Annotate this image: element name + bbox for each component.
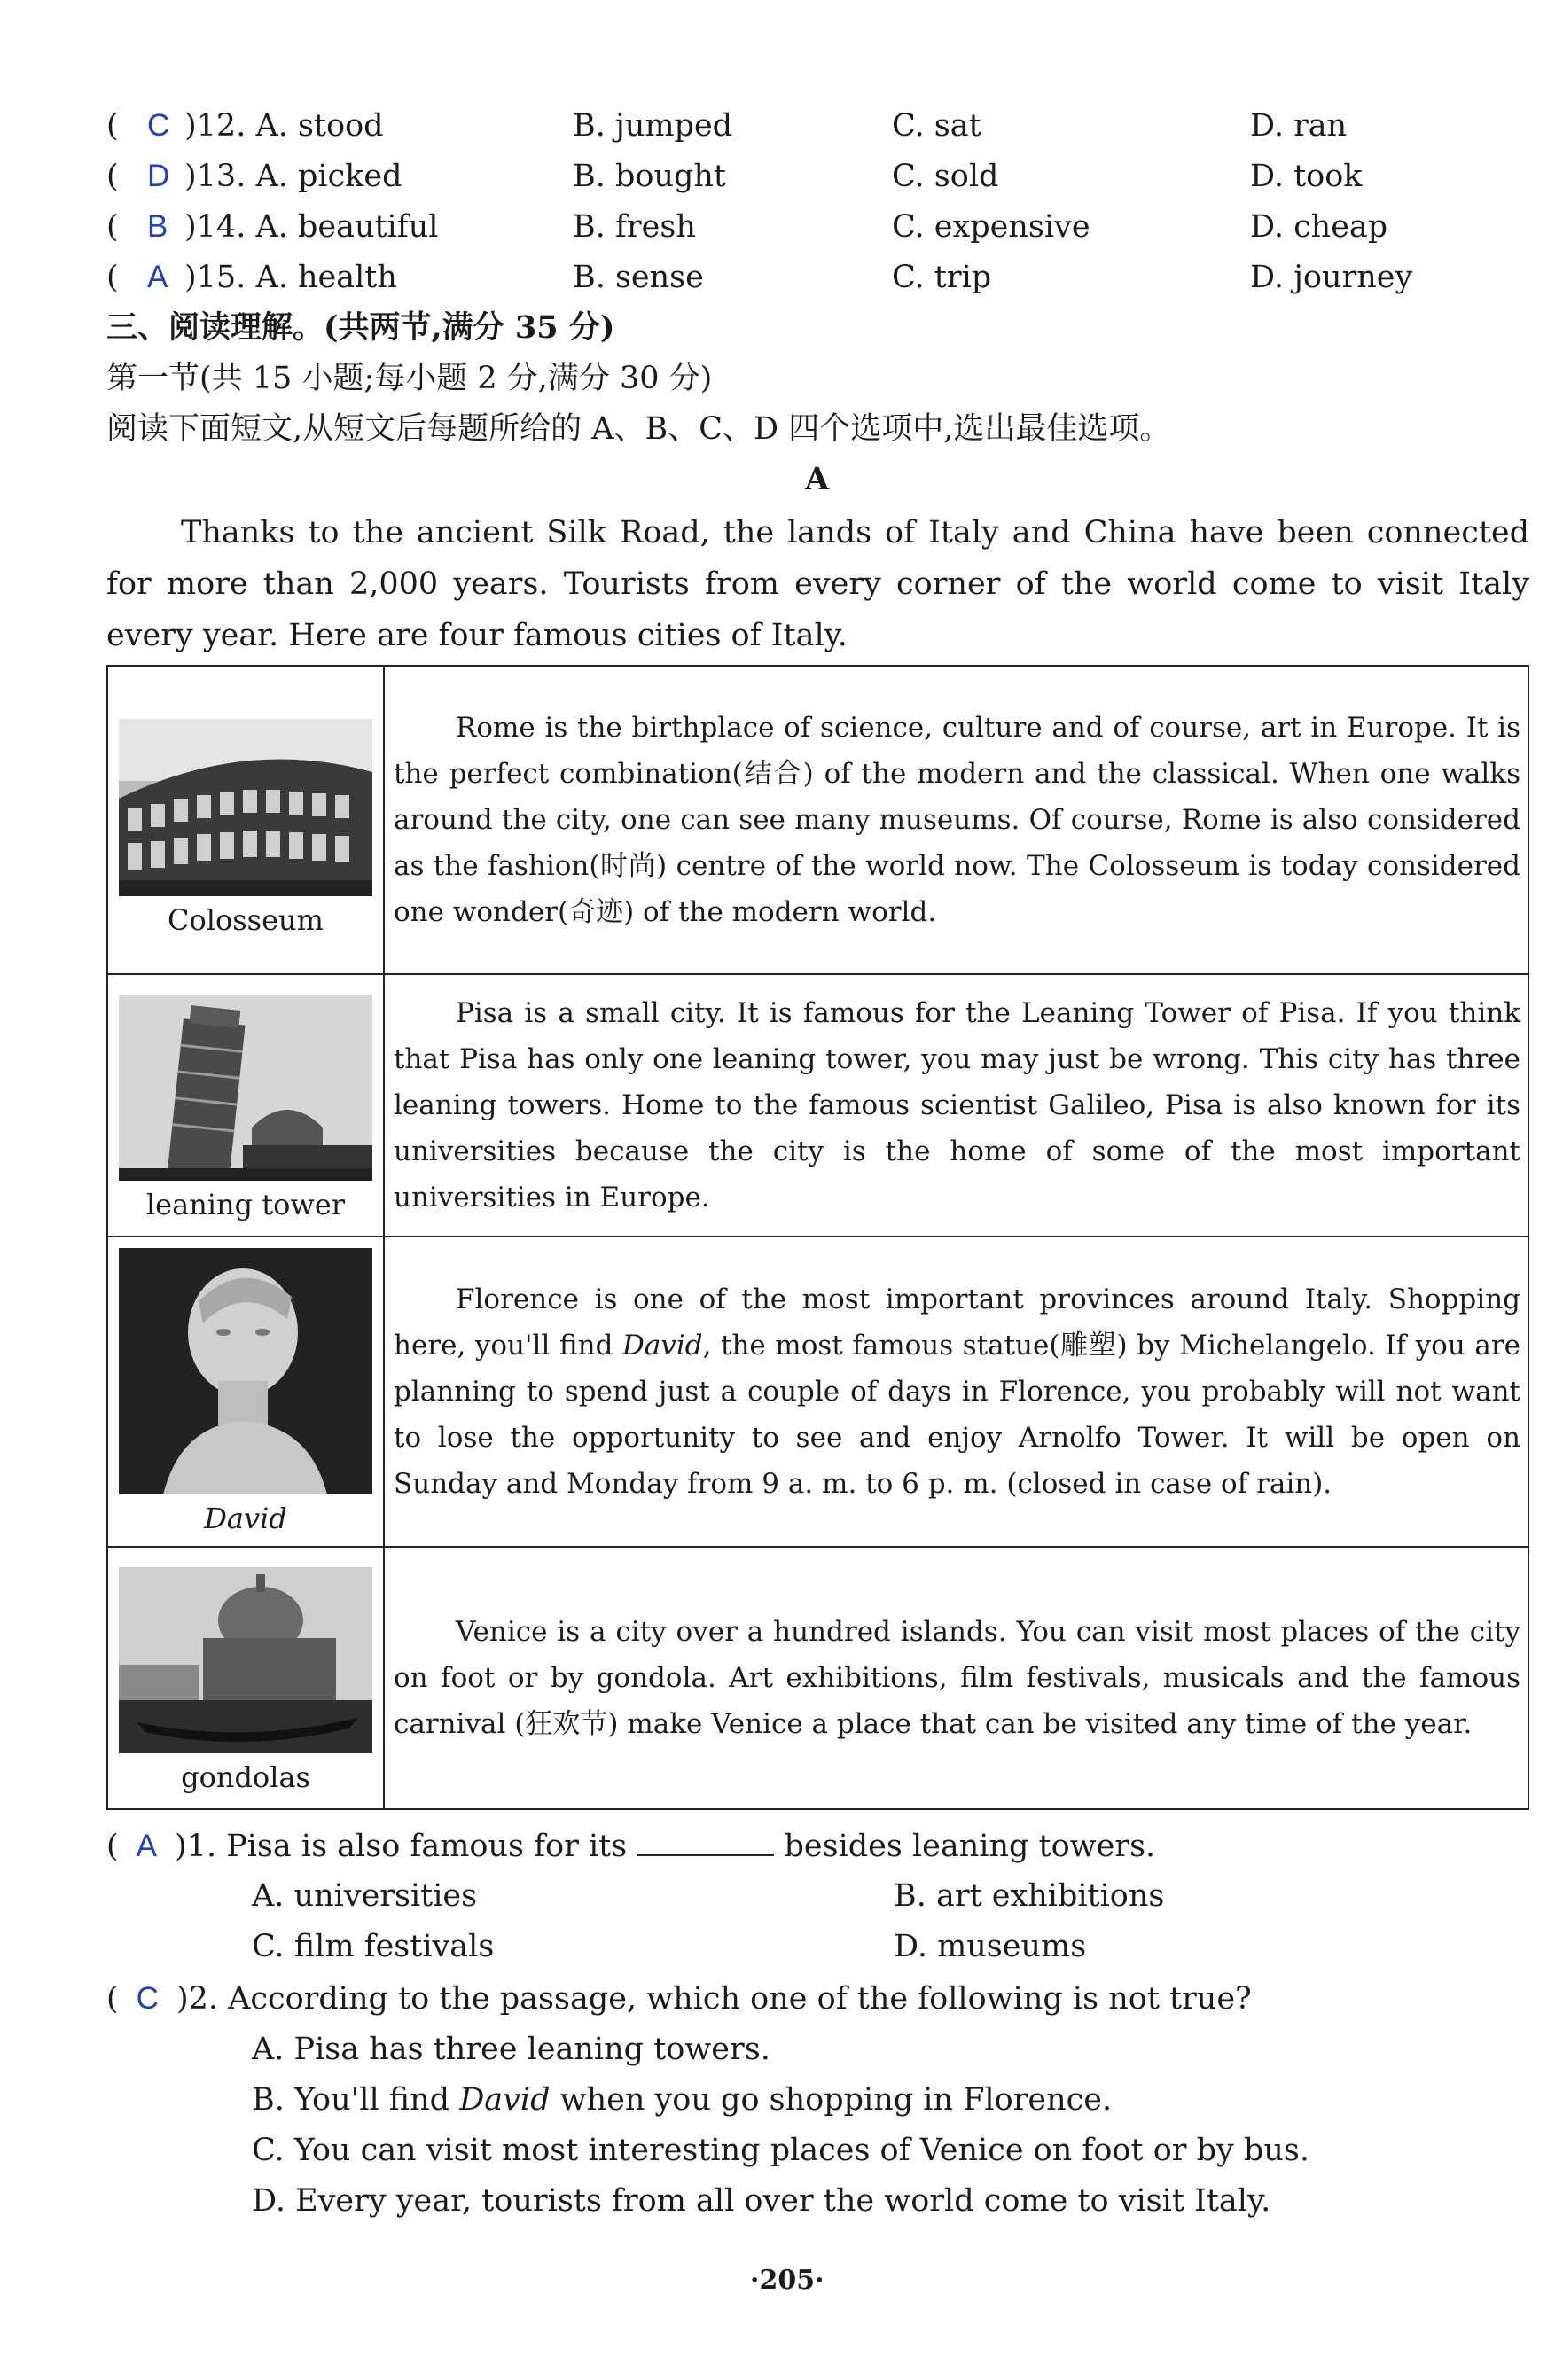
photo-cell — [107, 666, 384, 974]
option-a: )13. A. picked — [184, 159, 402, 194]
cities-table — [106, 665, 1529, 1810]
section-title: 三、阅读理解。(共两节,满分 35 分) — [106, 309, 615, 346]
option-b: B. sense — [573, 260, 704, 295]
photo-caption: David — [204, 1502, 287, 1535]
q1-option-a: A. universities — [252, 1878, 478, 1914]
option-b: B. jumped — [573, 108, 733, 144]
city-row-florence — [107, 1237, 1528, 1547]
intro-paragraph: Thanks to the ancient Silk Road, the lands of Italy and China have been connected for more than 2,000 years. Tourists from every corner of the world come to visit Italy every year. Here are four famous cities of Italy. — [106, 515, 1529, 653]
photo-cell — [107, 1237, 384, 1547]
option-c: C. expensive — [892, 209, 1090, 245]
option-d: D. journey — [1250, 260, 1413, 295]
option-a: )14. A. beautiful — [184, 209, 439, 245]
photo-cell — [107, 974, 384, 1237]
option-b: B. bought — [573, 159, 727, 194]
passage-label: A — [805, 461, 830, 497]
option-d: D. took — [1250, 159, 1363, 194]
photo-caption: Colosseum — [168, 903, 324, 937]
answer-mark: C — [136, 1981, 159, 2016]
photo-caption: gondolas — [181, 1760, 310, 1794]
answer-blank — [637, 1821, 774, 1856]
answer-mark: D — [147, 159, 170, 193]
city-row-rome — [107, 666, 1528, 974]
option-d: D. ran — [1250, 108, 1348, 144]
option-c: C. sold — [892, 159, 999, 194]
q1-option-b: B. art exhibitions — [894, 1878, 1165, 1914]
q2-option-d: D. Every year, tourists from all over the world come to visit Italy. — [252, 2183, 1271, 2219]
leaning-tower-image — [119, 995, 372, 1181]
q2-option-b: B. You'll find David when you go shopping in Florence. — [252, 2082, 1113, 2118]
photo-cell — [107, 1547, 384, 1809]
city-row-pisa — [107, 974, 1528, 1237]
q1-option-d: D. museums — [894, 1929, 1087, 1964]
city-description: Rome is the birthplace of science, culture and of course, art in Europe. It is the perfect combination(结合) of the modern and the classical. When one walks around the city, one can see many museums. Of course, Rome is also considered as the fashion(时尚) centre of the world now. The Colosseum is today considered one wonder(奇迹) of the modern world. — [394, 712, 1520, 928]
city-text-cell — [384, 974, 1528, 1237]
q2-option-a: A. Pisa has three leaning towers. — [252, 2032, 770, 2067]
instruction: 阅读下面短文,从短文后每题所给的 A、B、C、D 四个选项中,选出最佳选项。 — [106, 411, 1171, 447]
option-b: B. fresh — [573, 209, 696, 245]
answer-mark: A — [147, 260, 168, 294]
city-text-cell — [384, 1237, 1528, 1547]
city-description: Venice is a city over a hundred islands. You can visit most places of the city on foot or by gondola. Art exhibitions, film festivals, musicals and the famous carnival (狂欢节) make Venice a place that can be visited any time of the year. — [394, 1616, 1520, 1740]
answer-mark: A — [136, 1829, 158, 1863]
option-c: C. sat — [892, 108, 981, 144]
colosseum-image — [119, 719, 372, 896]
city-description: Pisa is a small city. It is famous for the Leaning Tower of Pisa. If you think that Pisa has only one leaning tower, you may just be wrong. This city has three leaning towers. Home to the famous scientist Galileo, Pisa is also known for its universities because the city is the home of some of the most important universities in Europe. — [394, 997, 1520, 1213]
page-number: ·205· — [750, 2265, 824, 2296]
gondolas-image — [119, 1567, 372, 1753]
option-d: D. cheap — [1250, 209, 1388, 245]
q2-option-c: C. You can visit most interesting places of Venice on foot or by bus. — [252, 2133, 1309, 2168]
option-a: )15. A. health — [184, 260, 397, 295]
question-2-stem: ( C )2. According to the passage, which one of the following is not true? — [106, 1981, 1252, 2017]
subsection-title: 第一节(共 15 小题;每小题 2 分,满分 30 分) — [106, 361, 713, 396]
q1-option-c: C. film festivals — [252, 1929, 495, 1964]
david-statue-image — [119, 1248, 372, 1494]
question-1-stem: ( A )1. Pisa is also famous for its besides leaning towers. — [106, 1821, 1155, 1871]
city-description: Florence is one of the most important provinces around Italy. Shopping here, you'll find David, the most famous statue(雕塑) by Michelangelo. If you are planning to spend just a couple of days in Florence, you probably will not want to lose the opportunity to see and enjoy Arnolfo Tower. It will be open on Sunday and Monday from 9 a. m. to 6 p. m. (closed in case of rain). — [394, 1284, 1521, 1500]
photo-caption: leaning tower — [145, 1188, 346, 1221]
answer-mark: B — [147, 209, 168, 244]
city-row-venice — [107, 1547, 1528, 1809]
city-text-cell — [384, 1547, 1528, 1809]
option-a: )12. A. stood — [184, 108, 384, 144]
city-text-cell — [384, 666, 1528, 974]
statue-name: David — [621, 1330, 703, 1362]
option-c: C. trip — [892, 260, 992, 295]
answer-mark: C — [147, 108, 170, 143]
